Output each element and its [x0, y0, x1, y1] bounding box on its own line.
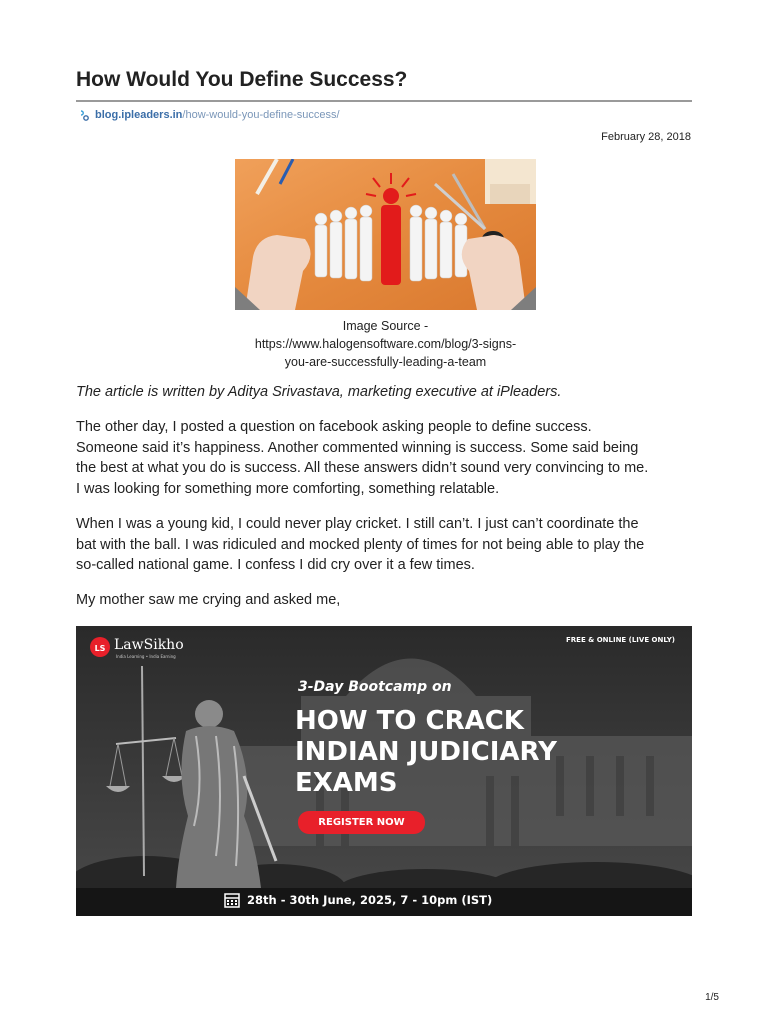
team-leader-image [235, 159, 536, 310]
caption-line: Image Source - [342, 319, 429, 333]
bootcamp-ad-banner[interactable] [76, 626, 692, 916]
paragraph-line: Someone said it’s happiness. Another commented winning is success. Some said being [76, 439, 639, 456]
author-byline: The article is written by Aditya Srivastava, marketing executive at iPleaders. [76, 384, 562, 400]
paragraph-line: The other day, I posted a question on facebook asking people to define success. [76, 419, 592, 435]
caption-line: you-are-successfully-leading-a-team [284, 355, 487, 369]
svg-text:LS: LS [94, 644, 106, 653]
article-title: How Would You Define Success? [76, 68, 408, 91]
source-domain: blog.ipleaders.in [95, 109, 183, 121]
title-divider [76, 100, 692, 102]
ad-headline-line: HOW TO CRACK [295, 706, 524, 736]
paragraph-line: bat with the ball. I was ridiculed and mocked plenty of times for not being able to play the [76, 536, 645, 553]
ad-subtitle: 3-Day Bootcamp on [298, 679, 452, 695]
body-paragraph [76, 514, 696, 576]
register-now-button[interactable]: REGISTER NOW [318, 817, 405, 828]
ad-headline-line: EXAMS [295, 768, 398, 798]
paragraph-line: the best at what you do is success. All these answers didn’t sound very convincing to me. [76, 460, 649, 476]
source-link[interactable] [78, 107, 340, 123]
page-number: 1/5 [705, 992, 719, 1003]
link-icon [78, 109, 91, 122]
paragraph-line: I was looking for something more comforting, something relatable. [76, 480, 500, 497]
paragraph-line: My mother saw me crying and asked me, [76, 592, 341, 608]
ad-dates: 28th - 30th June, 2025, 7 - 10pm (IST) [247, 893, 493, 907]
ad-brand: LawSikho [114, 637, 184, 653]
caption-line: https://www.halogensoftware.com/blog/3-signs- [254, 337, 517, 351]
paragraph-line: so-called national game. I confess I did cry over it a few times. [76, 557, 475, 573]
source-path: /how-would-you-define-success/ [182, 109, 340, 121]
body-paragraph [76, 590, 696, 611]
image-caption [230, 317, 541, 371]
body-paragraph [76, 417, 696, 499]
ad-headline-line: INDIAN JUDICIARY [295, 737, 557, 767]
ad-tag: FREE & ONLINE (LIVE ONLY) [565, 636, 675, 644]
paragraph-line: When I was a young kid, I could never play cricket. I still can’t. I just can’t coordinate the [76, 516, 639, 532]
ad-brand-tagline: India Learning • India Earning [116, 654, 176, 659]
publish-date: February 28, 2018 [601, 131, 691, 143]
